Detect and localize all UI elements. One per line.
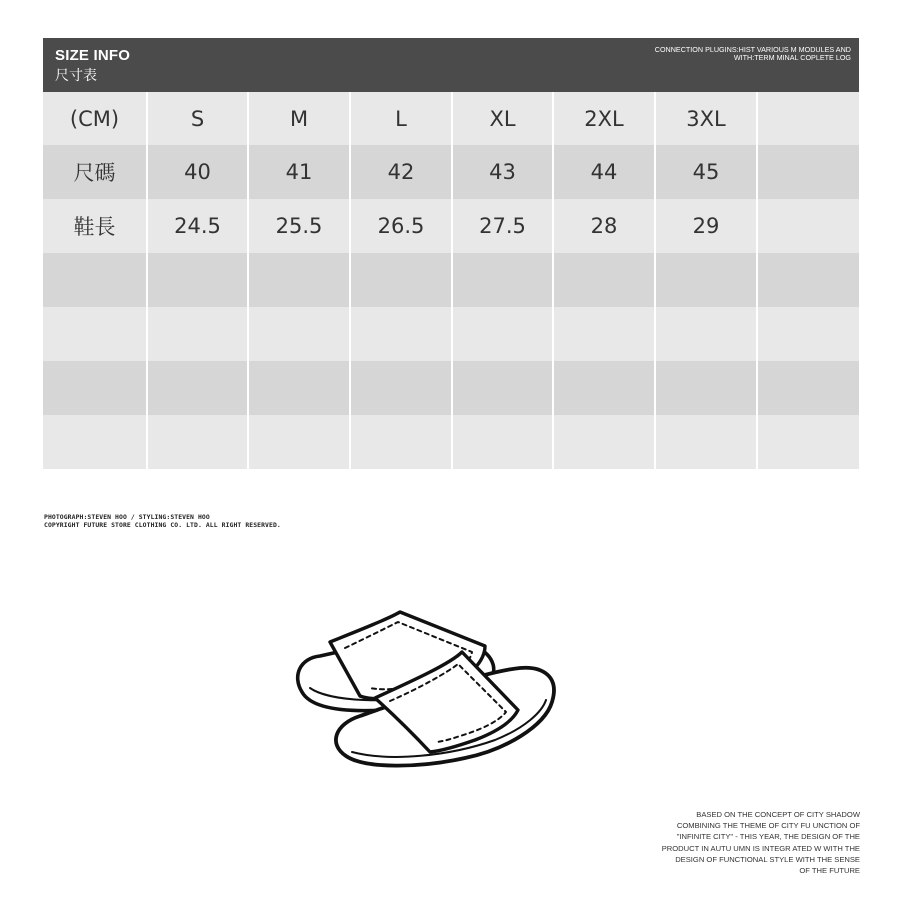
table-cell (248, 307, 350, 361)
size-table (43, 92, 859, 469)
table-cell (147, 307, 248, 361)
table-cell (350, 415, 452, 469)
table-cell (43, 361, 147, 415)
table-header-cell (757, 92, 859, 145)
table-cell (452, 253, 553, 307)
table-cell: 24.5 (147, 199, 248, 253)
table-cell: 28 (553, 199, 655, 253)
table-header-cell: 2XL (553, 92, 655, 145)
table-cell (757, 307, 859, 361)
table-cell: 44 (553, 145, 655, 199)
concept-line: PRODUCT IN AUTU UMN IS INTEGR ATED W WITH THE (661, 843, 860, 853)
table-cell (248, 253, 350, 307)
table-cell (757, 415, 859, 469)
table-cell (553, 361, 655, 415)
table-cell (248, 415, 350, 469)
table-cell (655, 253, 757, 307)
table-cell: 43 (452, 145, 553, 199)
table-cell: 45 (655, 145, 757, 199)
table-header-cell: M (248, 92, 350, 145)
table-row (43, 415, 859, 469)
table-cell (452, 307, 553, 361)
table-cell: 29 (655, 199, 757, 253)
table-cell (147, 253, 248, 307)
table-row (43, 253, 859, 307)
table-cell (43, 415, 147, 469)
table-cell (757, 253, 859, 307)
table-cell (553, 253, 655, 307)
table-cell (452, 415, 553, 469)
table-cell (757, 199, 859, 253)
table-row (43, 145, 859, 199)
table-cell (655, 307, 757, 361)
credits-line: PHOTOGRAPH:STEVEN HOO / STYLING:STEVEN HOO (44, 513, 210, 521)
table-cell (452, 361, 553, 415)
concept-text (590, 809, 860, 876)
table-row (43, 199, 859, 253)
table-cell (147, 361, 248, 415)
table-cell (147, 415, 248, 469)
table-cell: 27.5 (452, 199, 553, 253)
tagline-line: WITH:TERM MINAL COPLETE LOG (733, 53, 851, 62)
header-title: SIZE INFO (55, 47, 131, 64)
table-cell (553, 415, 655, 469)
credits-line: COPYRIGHT FUTURE STORE CLOTHING CO. LTD. ALL RIGHT RESERVED. (44, 521, 281, 529)
table-cell (655, 361, 757, 415)
table-cell (757, 361, 859, 415)
table-header-cell: L (350, 92, 452, 145)
table-cell: 25.5 (248, 199, 350, 253)
table-cell: 26.5 (350, 199, 452, 253)
table-row (43, 92, 859, 145)
table-row (43, 361, 859, 415)
table-cell (350, 307, 452, 361)
table-cell: 尺碼 (43, 145, 147, 199)
table-cell (655, 415, 757, 469)
table-cell (350, 253, 452, 307)
table-cell (350, 361, 452, 415)
table-header-cell: (CM) (43, 92, 147, 145)
table-row (43, 307, 859, 361)
slide-sandals-icon (290, 606, 565, 773)
header-tagline (601, 46, 851, 62)
table-header-cell: XL (452, 92, 553, 145)
table-cell (757, 145, 859, 199)
table-cell (43, 253, 147, 307)
table-cell (43, 307, 147, 361)
concept-line: OF THE FUTURE (799, 866, 860, 876)
concept-line: DESIGN OF FUNCTIONAL STYLE WITH THE SENSE (675, 854, 860, 864)
concept-line: BASED ON THE CONCEPT OF CITY SHADOW (696, 810, 860, 819)
table-cell (553, 307, 655, 361)
concept-line: COMBINING THE THEME OF CITY FU UNCTION OF (676, 821, 860, 831)
table-cell: 鞋長 (43, 199, 147, 253)
photo-credits (44, 513, 281, 529)
tagline-line: CONNECTION PLUGINS:HIST VARIOUS M MODULES AND (654, 45, 851, 54)
concept-line: "INFINITE CITY" - THIS YEAR, THE DESIGN OF THE (676, 832, 860, 842)
header-subtitle: 尺寸表 (55, 68, 97, 84)
table-cell: 42 (350, 145, 452, 199)
table-header-cell: 3XL (655, 92, 757, 145)
table-cell: 41 (248, 145, 350, 199)
size-info-header (43, 38, 859, 92)
table-cell: 40 (147, 145, 248, 199)
table-header-cell: S (147, 92, 248, 145)
table-cell (248, 361, 350, 415)
